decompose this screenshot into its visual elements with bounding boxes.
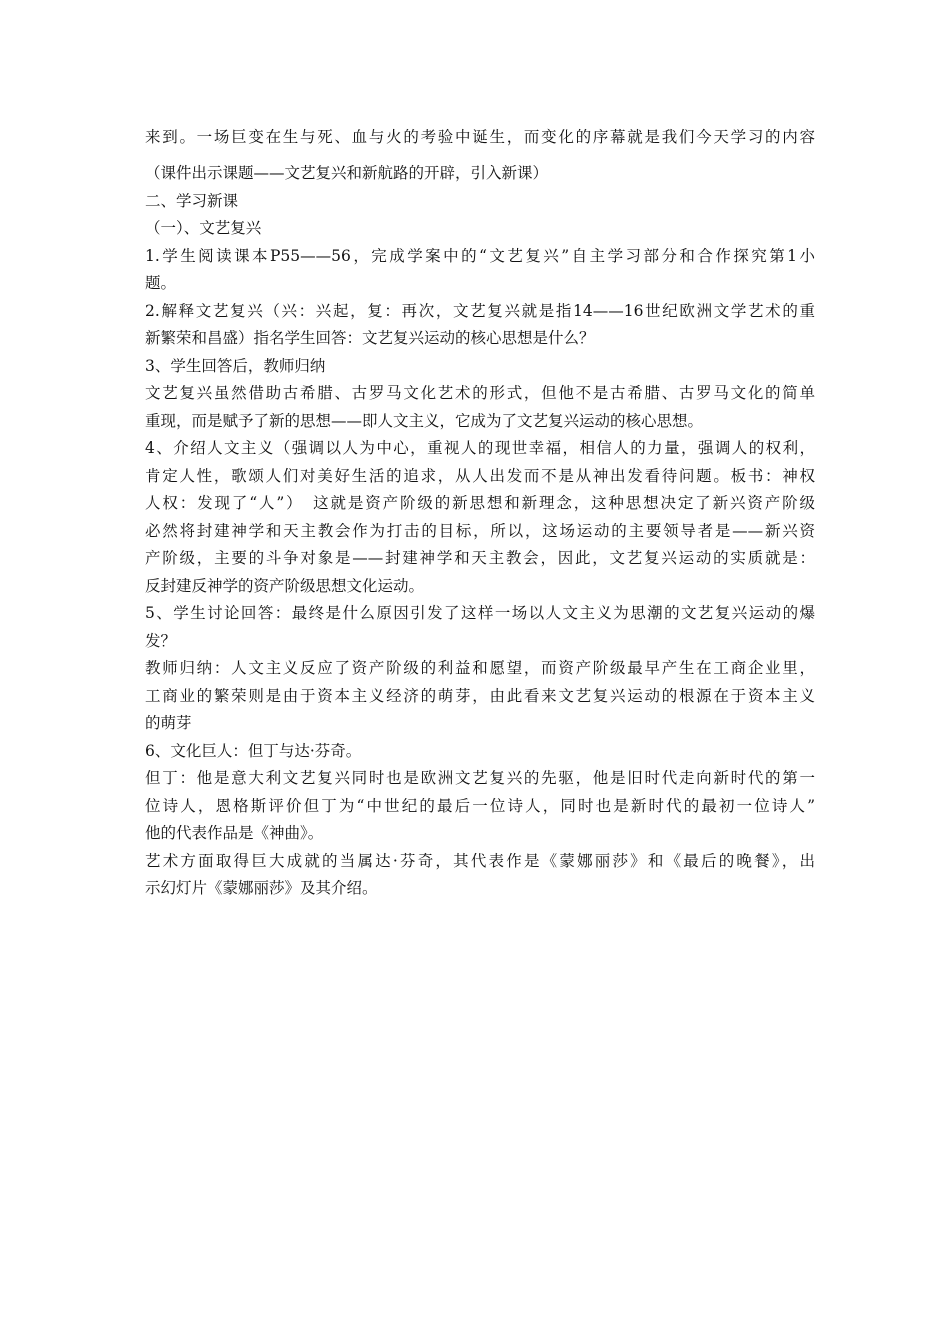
text-line: 教师归纳：人文主义反应了资产阶级的利益和愿望，而资产阶级最早产生在工商企业里， [145, 659, 815, 677]
text-line: 来到。一场巨变在生与死、血与火的考验中诞生，而变化的序幕就是我们今天学习的内容 [145, 128, 815, 146]
text-line: 位诗人，恩格斯评价但丁为“中世纪的最后一位诗人，同时也是新时代的最初一位诗人” [145, 796, 815, 815]
text-line: 重现，而是赋予了新的思想——即人文主义，它成为了文艺复兴运动的核心思想。 [145, 411, 704, 430]
text-line: 2.解释文艺复兴（兴：兴起，复：再次，文艺复兴就是指14——16世纪欧洲文学艺术的重 [145, 301, 815, 320]
text-line: 产阶级，主要的斗争对象是——封建神学和天主教会，因此，文艺复兴运动的实质就是： [145, 549, 815, 567]
text-line: 艺术方面取得巨大成就的当属达·芬奇，其代表作是《蒙娜丽莎》和《最后的晚餐》，出 [145, 851, 815, 870]
text-line: 发？ [145, 631, 177, 650]
text-line: 4、介绍人文主义（强调以人为中心，重视人的现世幸福，相信人的力量，强调人的权利， [145, 439, 815, 457]
text-line: 文艺复兴虽然借助古希腊、古罗马文化艺术的形式，但他不是古希腊、古罗马文化的简单 [145, 384, 815, 402]
text-line: 反封建反神学的资产阶级思想文化运动。 [145, 576, 425, 595]
text-line: 6、文化巨人：但丁与达·芬奇。 [145, 741, 362, 760]
text-line: 工商业的繁荣则是由于资本主义经济的萌芽，由此看来文艺复兴运动的根源在于资本主义 [145, 686, 815, 705]
text-line: 肯定人性，歌颂人们对美好生活的追求，从人出发而不是从神出发看待问题。板书：神权 [145, 466, 815, 485]
text-line: （课件出示课题——文艺复兴和新航路的开辟，引入新课） [145, 164, 549, 182]
text-line: 新繁荣和昌盛）指名学生回答：文艺复兴运动的核心思想是什么？ [145, 329, 595, 347]
text-line: 人权：发现了“人”） 这就是资产阶级的新思想和新理念，这种思想决定了新兴资产阶级 [145, 494, 815, 512]
text-line: 他的代表作品是《神曲》。 [145, 824, 324, 842]
text-line: 的萌芽 [145, 714, 192, 732]
subsection-heading: （一）、文艺复兴 [145, 219, 262, 237]
text-line: 题。 [145, 274, 177, 292]
text-line: 必然将封建神学和天主教会作为打击的目标，所以，这场运动的主要领导者是——新兴资 [145, 521, 815, 540]
text-line: 但丁：他是意大利文艺复兴同时也是欧洲文艺复兴的先驱，他是旧时代走向新时代的第一 [145, 769, 815, 787]
text-line: 3、学生回答后，教师归纳 [145, 356, 326, 375]
text-line: 1.学生阅读课本P55——56，完成学案中的“文艺复兴”自主学习部分和合作探究第1小 [145, 246, 815, 265]
document-body [145, 124, 815, 903]
text-line: 示幻灯片《蒙娜丽莎》及其介绍。 [145, 879, 378, 897]
section-heading: 二、学习新课 [145, 191, 239, 210]
text-line: 5、学生讨论回答：最终是什么原因引发了这样一场以人文主义为思潮的文艺复兴运动的爆 [145, 604, 815, 622]
